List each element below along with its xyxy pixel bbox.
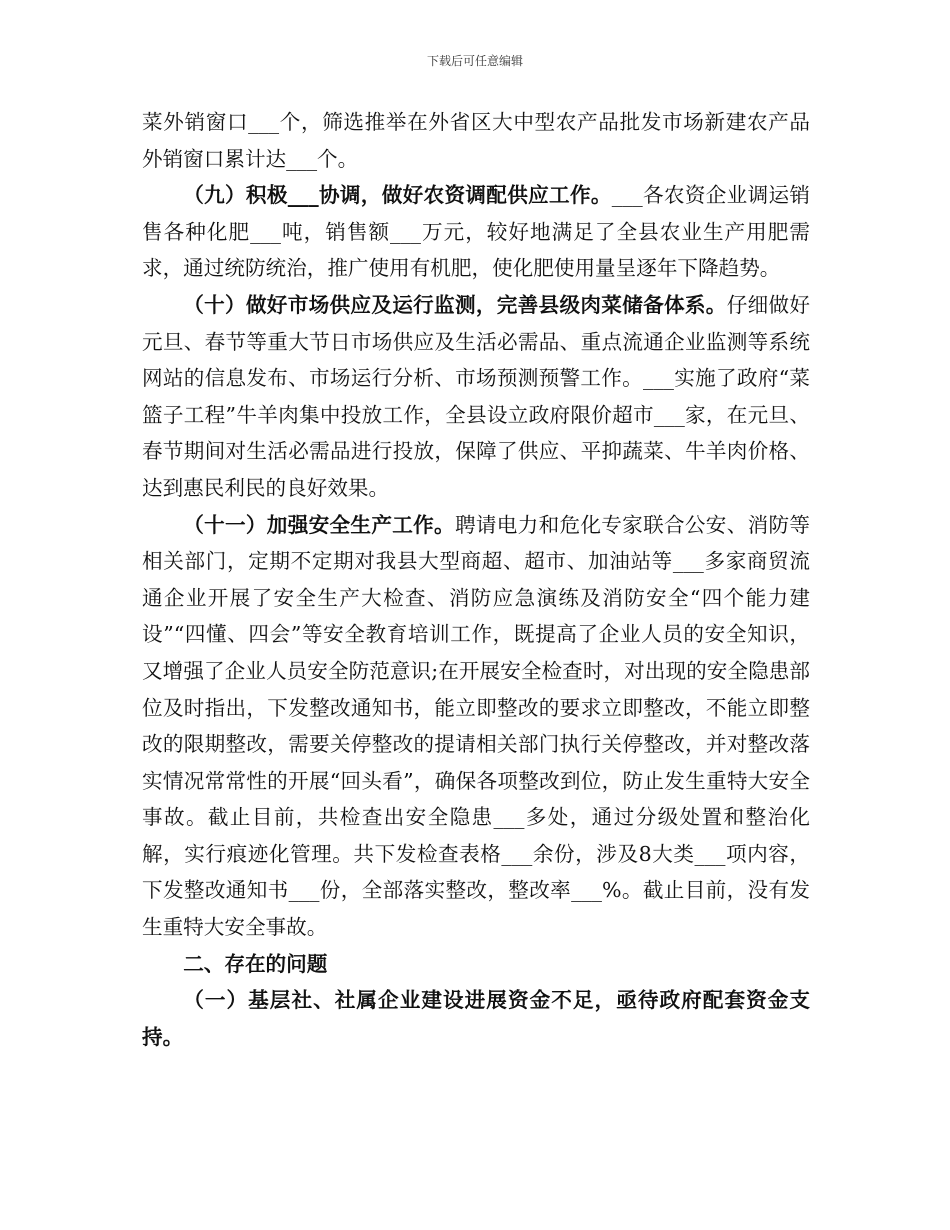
paragraph-heading: （十）做好市场供应及运行监测，完善县级肉菜储备体系。 <box>183 292 727 317</box>
section-heading <box>142 946 810 983</box>
subsection-heading <box>142 982 810 1055</box>
paragraph-text: 菜外销窗口___个，筛选推举在外省区大中型农产品批发市场新建农产品外销窗口累计达___个。 <box>142 110 810 171</box>
paragraph-heading: （九）积极___协调，做好农资调配供应工作。 <box>183 183 612 208</box>
paragraph <box>142 104 810 177</box>
paragraph-heading: （一）基层社、社属企业建设进展资金不足，亟待政府配套资金支持。 <box>142 988 810 1049</box>
paragraph-text: 仔细做好元旦、春节等重大节日市场供应及生活必需品、重点流通企业监测等系统网站的信息发布、市场运行分析、市场预测预警工作。___实施了政府“菜篮子工程”牛羊肉集中投放工作，全县设立政府限价超市___家，在元旦、春节期间对生活必需品进行投放，保障了供应、平抑蔬菜、牛羊肉价格、达到惠民利民的良好效果。 <box>142 292 811 500</box>
paragraph-text: ___各农资企业调运销售各种化肥___吨，销售额___万元，较好地满足了全县农业生产用肥需求，通过统防统治，推广使用有机肥，使化肥使用量呈逐年下降趋势。 <box>142 183 811 281</box>
paragraph <box>142 177 810 287</box>
paragraph <box>142 507 810 946</box>
paragraph <box>142 287 810 507</box>
paragraph-heading: （十一）加强安全生产工作。 <box>183 512 455 537</box>
paragraph-text: 聘请电力和危化专家联合公安、消防等相关部门，定期不定期对我县大型商超、超市、加油站等___多家商贸流通企业开展了安全生产大检查、消防应急演练及消防安全“四个能力建设”“四懂、四会”等安全教育培训工作，既提高了企业人员的安全知识，又增强了企业人员安全防范意识;在开展安全检查时，对出现的安全隐患部位及时指出，下发整改通知书，能立即整改的要求立即整改，不能立即整改的限期整改，需要关停整改的提请相关部门执行关停整改，并对整改落实情况常常性的开展“回头看”，确保各项整改到位，防止发生重特大安全事故。截止目前，共检查出安全隐患___多处，通过分级处置和整治化解，实行痕迹化管理。共下发检查表格___余份，涉及8大类___项内容，下发整改通知书___份，全部落实整改，整改率___%。截止目前，没有发生重特大安全事故。 <box>142 512 811 940</box>
document-body <box>142 104 810 1055</box>
paragraph-heading: 二、存在的问题 <box>183 951 328 976</box>
page-header: 下载后可任意编辑 <box>426 54 523 68</box>
